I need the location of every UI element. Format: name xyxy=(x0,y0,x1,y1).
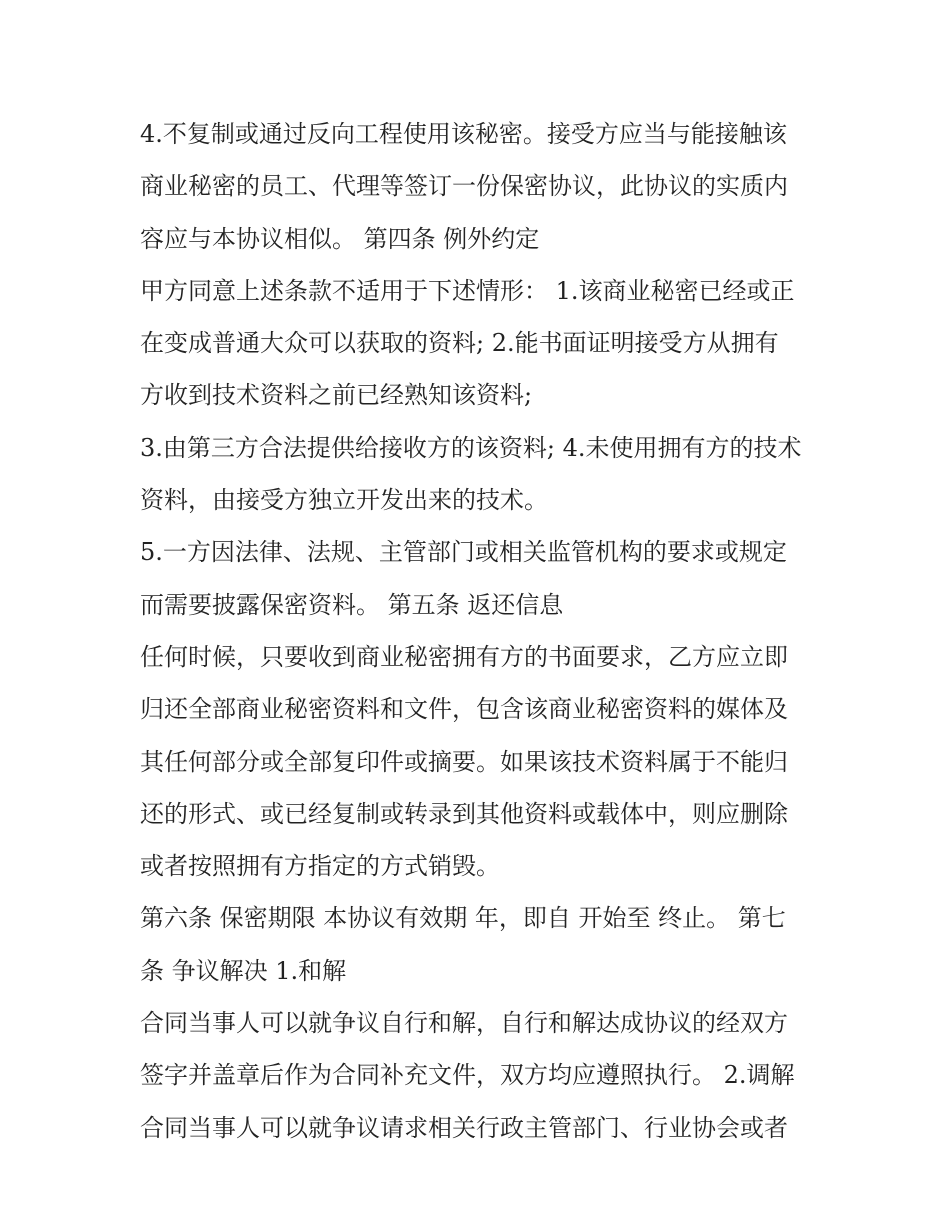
text-line: 还的形式、或已经复制或转录到其他资料或载体中，则应删除 xyxy=(140,799,788,828)
text-line: 在变成普通大众可以获取的资料; 2.能书面证明接受方从拥有 xyxy=(140,329,779,358)
text-line: 合同当事人可以就争议请求相关行政主管部门、行业协会或者 xyxy=(140,1113,788,1142)
text-line: 第六条 保密期限 本协议有效期 年，即自 开始至 终止。 第七 xyxy=(140,904,786,933)
text-line: 合同当事人可以就争议自行和解，自行和解达成协议的经双方 xyxy=(140,1009,788,1038)
text-line: 方收到技术资料之前已经熟知该资料; xyxy=(140,381,533,410)
text-line: 归还全部商业秘密资料和文件，包含该商业秘密资料的媒体及 xyxy=(140,695,788,724)
text-line: 商业秘密的员工、代理等签订一份保密协议，此协议的实质内 xyxy=(140,172,788,201)
text-line: 或者按照拥有方指定的方式销毁。 xyxy=(140,852,500,881)
document-body xyxy=(140,108,820,1154)
text-line: 资料，由接受方独立开发出来的技术。 xyxy=(140,486,548,515)
text-line: 3.由第三方合法提供给接收方的该资料; 4.未使用拥有方的技术 xyxy=(140,433,802,462)
text-line: 签字并盖章后作为合同补充文件，双方均应遵照执行。 2.调解 xyxy=(140,1061,795,1090)
text-line: 容应与本协议相似。 第四条 例外约定 xyxy=(140,224,540,253)
text-line: 4.不复制或通过反向工程使用该秘密。接受方应当与能接触该 xyxy=(140,120,787,148)
text-line: 甲方同意上述条款不适用于下述情形： 1.该商业秘密已经或正 xyxy=(140,276,795,305)
text-line: 其任何部分或全部复印件或摘要。如果该技术资料属于不能归 xyxy=(140,747,788,776)
text-line: 5.一方因法律、法规、主管部门或相关监管机构的要求或规定 xyxy=(140,538,787,567)
text-line: 任何时候，只要收到商业秘密拥有方的书面要求，乙方应立即 xyxy=(140,642,788,671)
text-line: 条 争议解决 1.和解 xyxy=(140,956,347,985)
text-line: 而需要披露保密资料。 第五条 返还信息 xyxy=(140,590,564,619)
